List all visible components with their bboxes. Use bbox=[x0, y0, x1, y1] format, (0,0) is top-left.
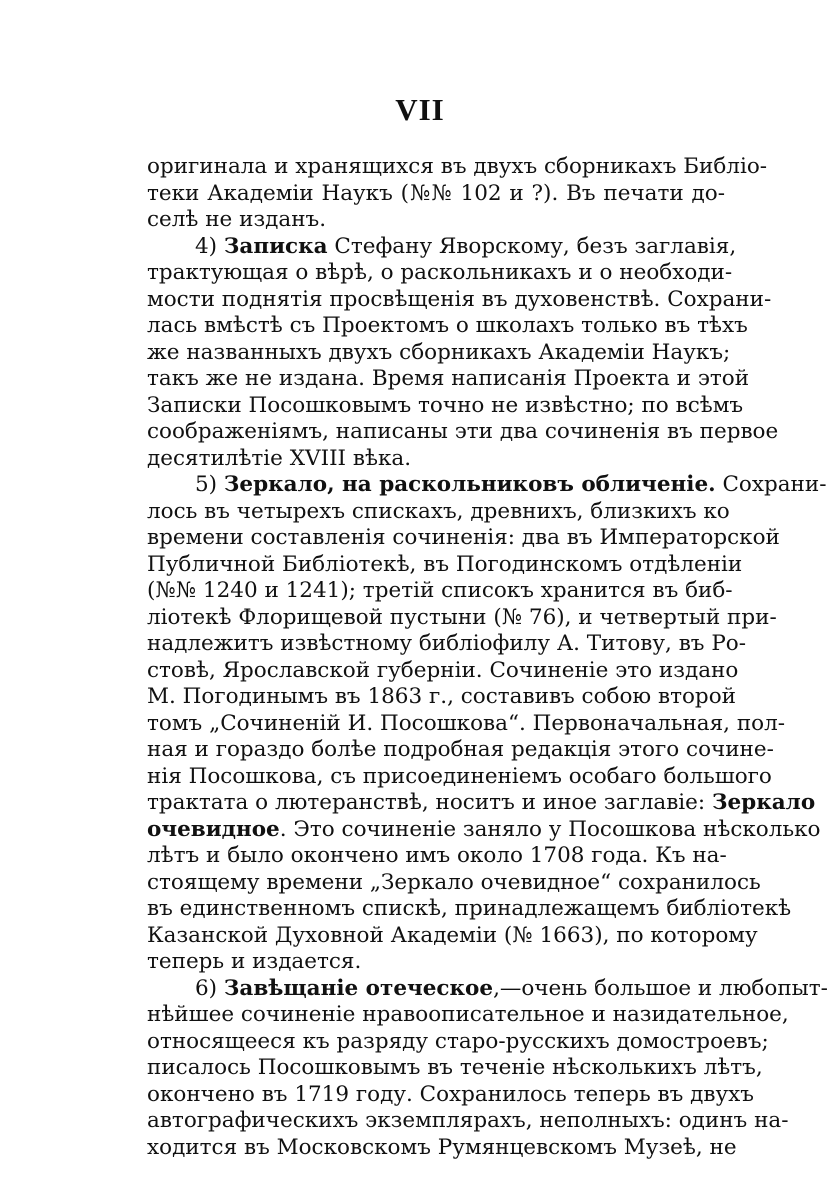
text-span: Сохрани- bbox=[715, 472, 827, 497]
text-line bbox=[147, 949, 725, 976]
text-span: Стефану Яворскому, безъ заглавія, bbox=[327, 233, 737, 259]
text-span: 5) bbox=[195, 472, 224, 497]
text-line bbox=[147, 1002, 789, 1029]
bold-text-span: Зеркало bbox=[711, 790, 816, 815]
text-span: нѣйшее сочиненіе нравоописательное и назидательное, bbox=[147, 1002, 789, 1027]
text-line bbox=[147, 154, 768, 181]
text-line bbox=[147, 313, 748, 340]
text-span: въ единственномъ спискѣ, принадлежащемъ библіотекѣ bbox=[147, 896, 792, 921]
text-line bbox=[147, 286, 772, 314]
text-span: Публичной Библіотекѣ, въ Погодинскомъ отдѣленіи bbox=[147, 551, 743, 577]
text-span: селѣ не изданъ. bbox=[147, 207, 327, 232]
text-line bbox=[147, 631, 746, 658]
text-line bbox=[147, 922, 758, 950]
text-span: теки Академіи Наукъ (№№ 102 и ?). Въ печати до- bbox=[147, 180, 725, 206]
bold-text-span: очевидное bbox=[147, 816, 280, 842]
body-text bbox=[147, 154, 828, 1161]
text-span: Записки Посошковымъ точно не извѣстно; по всѣмъ bbox=[147, 392, 744, 418]
text-span: времени составленія сочиненія: два въ Императорской bbox=[147, 525, 780, 550]
text-span: стоящему времени „Зеркало очевидное“ сохранилось bbox=[147, 869, 761, 895]
text-span: соображеніямъ, написаны эти два сочиненія въ первое bbox=[147, 419, 779, 444]
bold-text-span: Записка bbox=[223, 233, 328, 259]
text-span: нія Посошкова, съ присоединеніемъ особаго большого bbox=[147, 763, 772, 789]
text-line bbox=[147, 975, 828, 1003]
text-span: 4) bbox=[195, 233, 224, 259]
text-span: такъ же не издана. Время написанія Проекта и этой bbox=[147, 366, 750, 391]
text-line bbox=[147, 207, 725, 234]
text-line bbox=[147, 233, 737, 261]
text-line bbox=[147, 392, 744, 420]
text-span: оригинала и хранящихся въ двухъ сборникахъ Библіо- bbox=[147, 154, 768, 179]
bold-text-span: Зеркало, на раскольниковъ обличеніе. bbox=[223, 472, 716, 497]
text-line bbox=[147, 181, 725, 208]
text-line bbox=[147, 498, 730, 526]
text-span: ліотекѣ Флорищевой пустыни (№ 76), и четвертый при- bbox=[147, 604, 777, 630]
text-line bbox=[147, 366, 750, 393]
text-line bbox=[147, 790, 816, 817]
text-line bbox=[147, 419, 779, 446]
text-span: относящееся къ разряду старо-русскихъ домостроевъ; bbox=[147, 1028, 769, 1054]
text-line bbox=[147, 1134, 737, 1162]
text-span: лѣтъ и было окончено имъ около 1708 года. Къ на- bbox=[147, 843, 727, 868]
text-span: мости поднятія просвѣщенія въ духовенствѣ. Сохрани- bbox=[147, 286, 772, 312]
text-line bbox=[147, 551, 743, 579]
text-line bbox=[147, 710, 786, 738]
text-line bbox=[147, 446, 725, 473]
text-line bbox=[147, 763, 772, 791]
text-line bbox=[147, 339, 731, 367]
text-span: писалось Посошковымъ въ теченіе нѣсколькихъ лѣтъ, bbox=[147, 1055, 763, 1080]
text-line bbox=[147, 896, 792, 923]
text-line bbox=[147, 869, 761, 897]
text-span: (№№ 1240 и 1241); третій списокъ хранится въ биб- bbox=[147, 578, 733, 603]
text-span: трактующая о вѣрѣ, о раскольникахъ и о необходи- bbox=[147, 260, 733, 285]
text-span: теперь и издается. bbox=[147, 949, 362, 974]
text-line bbox=[147, 816, 821, 844]
text-line bbox=[147, 578, 733, 605]
text-span: десятилѣтіе XVIII вѣка. bbox=[147, 445, 412, 471]
text-span: лось въ четырехъ спискахъ, древнихъ, близкихъ ко bbox=[147, 498, 730, 524]
text-line bbox=[147, 525, 780, 552]
bold-text-span: Завѣщаніе отеческое bbox=[223, 975, 494, 1001]
text-line bbox=[147, 1108, 789, 1135]
text-span: окончено въ 1719 году. Сохранилось теперь въ двухъ bbox=[147, 1081, 754, 1107]
text-line bbox=[147, 472, 827, 499]
text-line bbox=[147, 657, 739, 685]
text-span: М. Погодинымъ въ 1863 г., составивъ собою второй bbox=[147, 684, 736, 709]
text-span: стовѣ, Ярославской губерніи. Сочиненіе это издано bbox=[147, 657, 739, 683]
text-span: . Это сочиненіе заняло у Посошкова нѣсколько bbox=[279, 816, 821, 842]
text-line bbox=[147, 1081, 754, 1109]
text-line bbox=[147, 604, 777, 632]
text-line bbox=[147, 260, 733, 287]
text-span: надлежитъ извѣстному библіофилу А. Титову, въ Ро- bbox=[147, 631, 746, 656]
text-line bbox=[147, 1028, 769, 1056]
text-line bbox=[147, 1055, 763, 1082]
text-line bbox=[147, 684, 736, 711]
text-span: томъ „Сочиненій И. Посошкова“. Первоначальная, пол- bbox=[147, 710, 786, 736]
text-span: ная и гораздо болѣе подробная редакція этого сочине- bbox=[147, 737, 774, 762]
text-span: ходится въ Московскомъ Румянцевскомъ Музеѣ, не bbox=[147, 1134, 737, 1160]
text-span: трактата о лютеранствѣ, носитъ и иное заглавіе: bbox=[147, 790, 712, 815]
text-span: лась вмѣстѣ съ Проектомъ о школахъ только въ тѣхъ bbox=[147, 313, 748, 338]
text-span: же названныхъ двухъ сборникахъ Академіи Наукъ; bbox=[147, 339, 731, 365]
text-line bbox=[147, 843, 725, 870]
text-span: Казанской Духовной Академіи (№ 1663), по которому bbox=[147, 922, 758, 948]
text-span: 6) bbox=[195, 975, 224, 1001]
text-line bbox=[147, 737, 774, 764]
text-span: ,—очень большое и любопыт- bbox=[493, 975, 828, 1001]
page-number: VII bbox=[395, 92, 445, 127]
text-span: автографическихъ экземплярахъ, неполныхъ: одинъ на- bbox=[147, 1108, 789, 1133]
